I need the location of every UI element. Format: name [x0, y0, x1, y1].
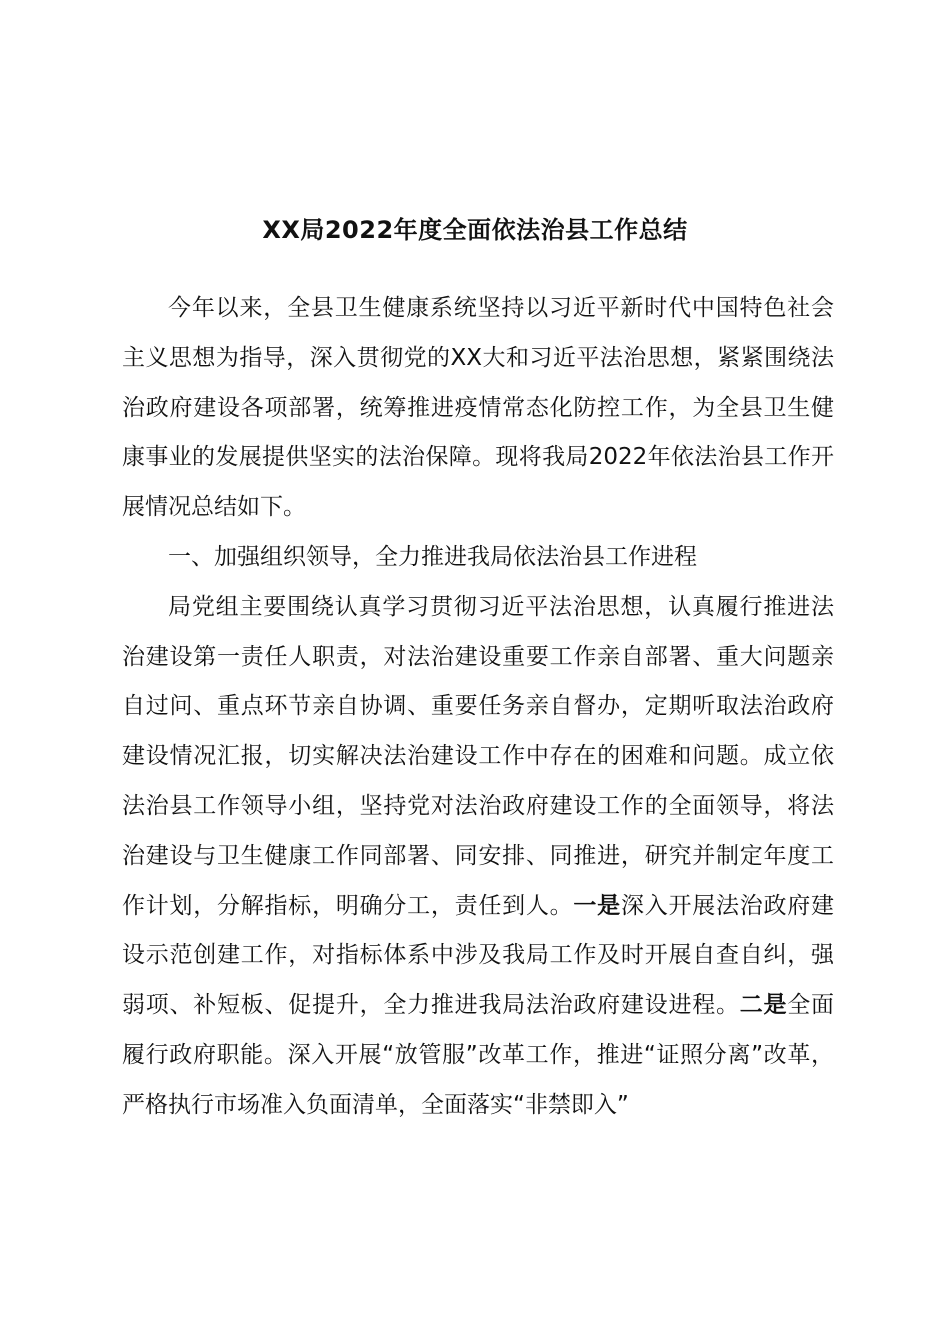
paragraph-text: 局党组主要围绕认真学习贯彻习近平法治思想，认真履行推进法治建设第一责任人职责，对法治建设重要工作亲自部署、重大问题亲自过问、重点环节亲自协调、重要任务亲自督办，定期听取法治政府建设情况汇报，切实解决法治建设工作中存在的困难和问题。成立依法治县工作领导小组，坚持党对法治政府建设工作的全面领导，将法治建设与卫生健康工作同部署、同安排、同推进，研究并制定年度工作计划，分解指标，明确分工，责任到人。	[122, 593, 834, 919]
section-paragraph	[122, 583, 834, 1131]
paragraph-text: 全面履行政府职能。深入开展“放管服”改革工作，推进“证照分离”改革，严格执行市场准入负面清单，全面落实“非禁即入”	[122, 992, 835, 1118]
emphasis-marker: 一是	[573, 892, 621, 919]
paragraph-text: 深入开展法治政府建设示范创建工作，对指标体系中涉及我局工作及时开展自查自纠，强弱项、补短板、促提升，全力推进我局法治政府建设进程。	[122, 892, 835, 1019]
emphasis-marker: 二是	[739, 992, 788, 1019]
section-heading: 一、加强组织领导，全力推进我局依法治县工作进程	[168, 543, 697, 570]
document-title: XX局2022年度全面依法治县工作总结	[262, 216, 688, 244]
intro-paragraph: 今年以来，全县卫生健康系统坚持以习近平新时代中国特色社会主义思想为指导，深入贯彻党的XX大和习近平法治思想，紧紧围绕法治政府建设各项部署，统筹推进疫情常态化防控工作，为全县卫生健康事业的发展提供坚实的法治保障。现将我局2022年依法治县工作开展情况总结如下。	[122, 295, 834, 521]
document-body	[122, 284, 834, 1131]
